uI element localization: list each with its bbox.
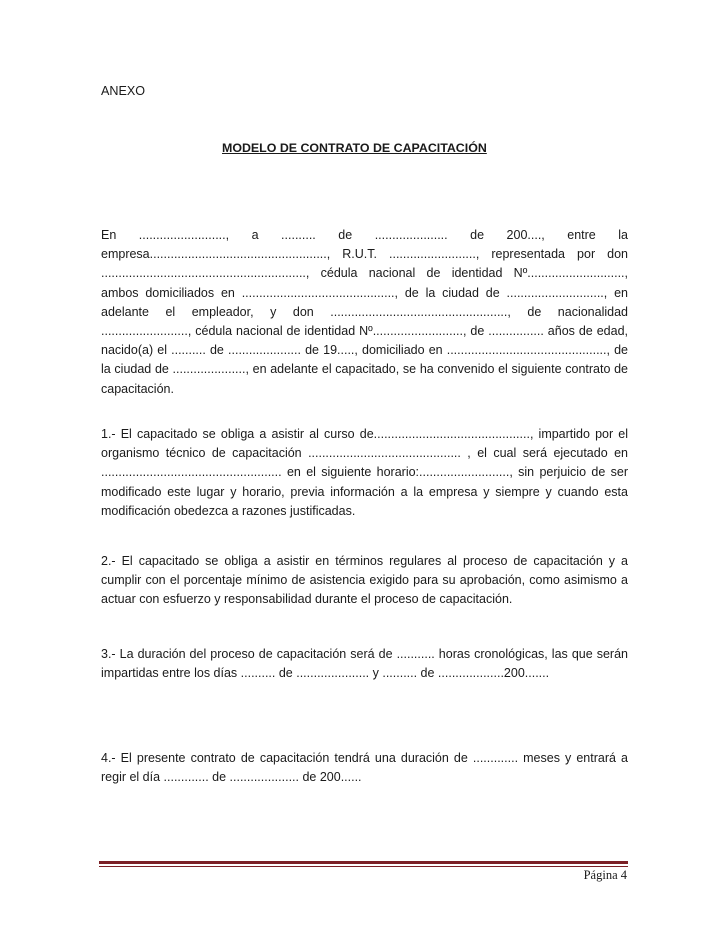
annex-label: ANEXO	[101, 84, 146, 98]
clause-1-paragraph: 1.- El capacitado se obliga a asistir al curso de............................................., impartido por el organismo técnico de capacitación ............................................ , el cual será ejecutado en .................................................... en el siguiente horario:.........................., sin perjuicio de ser modificado este lugar y horario, previa información a la empresa y siempre y cuando esta modificación obedezca a razones justificadas.	[101, 427, 628, 518]
clause-2-paragraph: 2.- El capacitado se obliga a asistir en términos regulares al proceso de capacitación y a cumplir con el porcentaje mínimo de asistencia exigido para su aprobación, como asimismo a actuar con esfuerzo y responsabilidad durante el proceso de capacitación.	[101, 554, 628, 607]
document-title: MODELO DE CONTRATO DE CAPACITACIÓN	[222, 141, 487, 155]
clause-3-paragraph: 3.- La duración del proceso de capacitación será de ........... horas cronológicas, las que serán impartidas entre los días .......... de ..................... y .......... de ...................200.......	[101, 647, 628, 681]
clause-4-paragraph: 4.- El presente contrato de capacitación tendrá una duración de ............. meses y entrará a regir el día ............. de .................... de 200......	[101, 751, 628, 785]
footer-divider	[99, 861, 628, 867]
intro-paragraph: En ........................., a .......... de ..................... de 200...., entre la empresa..................................................., R.U.T. ........................., representada por don ..........................................................., cédula nacional de identidad Nº............................, ambos domiciliados en ............................................, de la ciudad de ............................, en adelante el empleador, y don ..................................................., de nacionalidad ........................., cédula nacional de identidad Nº.........................., de ................ años de edad, nacido(a) el .......... de ..................... de 19....., domiciliado en .............................................., de la ciudad de ....................., en adelante el capacitado, se ha convenido el siguiente contrato de capacitación.	[101, 228, 628, 396]
page-number: Página 4	[583, 868, 627, 882]
